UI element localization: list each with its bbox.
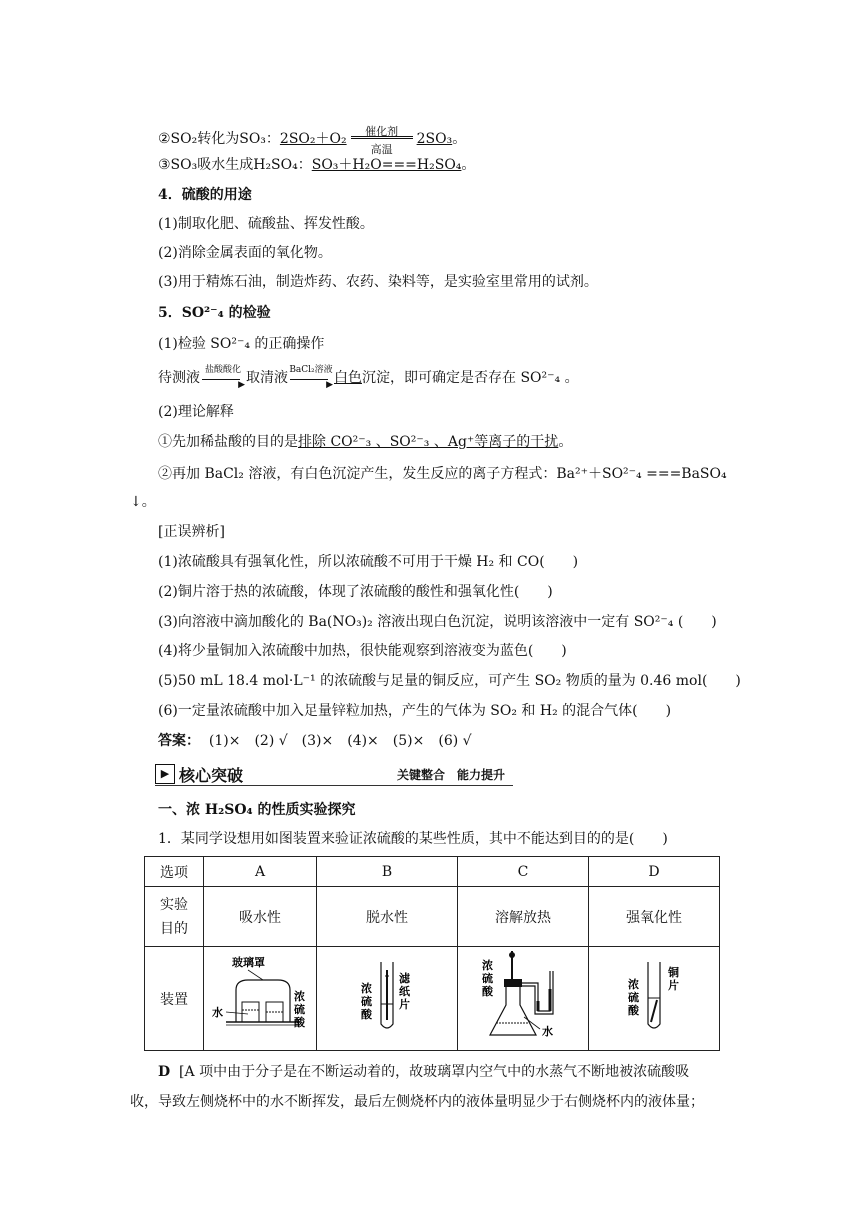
play-icon: ▶	[155, 764, 175, 784]
bacl2-arrow: BaCl₂溶液 ▶	[288, 368, 334, 388]
procedure-clear: 取清液	[246, 370, 288, 386]
answer-line	[158, 731, 472, 751]
section-heading-4: 4．硫酸的用途	[158, 187, 252, 203]
explanation-line-2: 收，导致左侧烧杯中的水不断挥发，最后左侧烧杯内的液体量明显少于右侧烧杯内的液体量；	[130, 1094, 704, 1110]
theory-line-1	[158, 432, 572, 452]
judge-item-5: (5)50 mL 18.4 mol·L⁻¹ 的浓硫酸与足量的铜反应，可产生 SO₂ 物质的量为 0.46 mol( )	[158, 673, 741, 689]
core-breakthrough-banner	[155, 763, 513, 786]
equation-so2-line	[158, 125, 467, 156]
table-cell: 吸水性	[204, 887, 317, 947]
apparatus-c	[458, 947, 589, 1051]
period: 。	[452, 131, 467, 147]
acidify-arrow: 盐酸酸化 ▶	[200, 368, 246, 388]
test-tube-copper-figure	[614, 952, 694, 1042]
figure-label: 水	[542, 1024, 553, 1038]
period: 。	[558, 434, 573, 450]
figure-label: 水	[212, 1005, 223, 1019]
table-header-cell: A	[204, 857, 317, 887]
figure-label: 玻璃罩	[232, 955, 265, 969]
experiment-table	[144, 856, 720, 1051]
judge-heading: [正误辨析]	[158, 524, 225, 540]
check-procedure-line	[158, 365, 579, 390]
theory-line-2-cont: ↓。	[130, 494, 156, 510]
explanation-line-1	[158, 1062, 689, 1082]
figure-label: 浓硫酸	[294, 989, 305, 1029]
procedure-sample: 待测液	[158, 370, 200, 386]
period: 。	[461, 157, 476, 173]
arrow-label: BaCl₂溶液	[289, 365, 333, 375]
answer-values: (1)× (2) √ (3)× (4)× (5)× (6) √	[208, 733, 472, 749]
explanation-answer: D	[158, 1064, 171, 1080]
theory-prefix: ①先加稀盐酸的目的是	[158, 434, 298, 450]
table-header-cell: D	[589, 857, 720, 887]
answer-label: 答案：	[158, 733, 200, 749]
table-row	[145, 887, 720, 947]
figure-label: 浓硫酸	[482, 958, 493, 998]
equation-prefix: ②SO₂转化为SO₃：	[158, 131, 280, 147]
arrow-condition-bottom: 高温	[370, 143, 393, 156]
use-item-2: (2)消除金属表面的氧化物。	[158, 245, 332, 261]
section-heading-5: 5．SO²⁻₄ 的检验	[158, 305, 271, 321]
judge-item-4: (4)将少量铜加入浓硫酸中加热，很快能观察到溶液变为蓝色( )	[158, 643, 567, 659]
use-item-1: (1)制取化肥、硫酸盐、挥发性酸。	[158, 216, 374, 232]
table-header-cell: B	[317, 857, 458, 887]
apparatus-b	[317, 947, 458, 1051]
test-tube-paper-figure	[347, 952, 427, 1042]
table-cell: 强氧化性	[589, 887, 720, 947]
equation-product: 2SO₃	[416, 131, 453, 147]
bell-jar-figure	[208, 952, 312, 1042]
procedure-rest: 沉淀，即可确定是否存在 SO²⁻₄ 。	[362, 370, 579, 386]
table-cell: 溶解放热	[458, 887, 589, 947]
table-header-cell: C	[458, 857, 589, 887]
figure-label: 铜片	[668, 965, 679, 992]
section-heading-1: 一、浓 H₂SO₄ 的性质实验探究	[158, 802, 356, 818]
explanation-text: [A 项中由于分子是在不断运动着的，故玻璃罩内空气中的水蒸气不断地被浓硫酸吸	[179, 1064, 690, 1080]
equation-body: SO₃＋H₂O===H₂SO₄	[311, 157, 462, 173]
figure-label: 浓硫酸	[628, 977, 639, 1017]
arrow-condition-top: 催化剂	[365, 125, 399, 138]
table-row-label: 装置	[145, 947, 204, 1051]
equation-so3-line	[158, 155, 475, 175]
theory-heading: (2)理论解释	[158, 404, 234, 420]
judge-item-1: (1)浓硫酸具有强氧化性，所以浓硫酸不可用于干燥 H₂ 和 CO( )	[158, 554, 579, 570]
table-row-label: 实验 目的	[145, 887, 204, 947]
procedure-white: 白色	[334, 370, 362, 386]
banner-subtitle: 关键整合 能力提升	[396, 768, 505, 782]
table-header-row	[145, 857, 720, 887]
table-header-cell: 选项	[145, 857, 204, 887]
table-cell: 脱水性	[317, 887, 458, 947]
judge-item-3: (3)向溶液中滴加酸化的 Ba(NO₃)₂ 溶液出现白色沉淀，说明该溶液中一定有 SO²⁻₄ ( )	[158, 614, 717, 630]
apparatus-a	[204, 947, 317, 1051]
figure-label: 滤纸片	[399, 971, 410, 1011]
use-item-3: (3)用于精炼石油，制造炸药、农药、染料等，是实验室里常用的试剂。	[158, 274, 598, 290]
check-step-1: (1)检验 SO²⁻₄ 的正确操作	[158, 336, 325, 352]
flask-u-tube-figure	[468, 949, 578, 1045]
question-1: 1．某同学设想用如图装置来验证浓硫酸的某些性质，其中不能达到目的的是( )	[158, 831, 668, 847]
equation-prefix: ③SO₃吸水生成H₂SO₄：	[158, 157, 312, 173]
banner-title: 核心突破	[179, 766, 244, 785]
theory-line-2: ②再加 BaCl₂ 溶液，有白色沉淀产生，发生反应的离子方程式：Ba²⁺＋SO²⁻₄ ===BaSO₄	[158, 466, 727, 482]
judge-item-2: (2)铜片溶于热的浓硫酸，体现了浓硫酸的酸性和强氧化性( )	[158, 584, 553, 600]
table-row	[145, 947, 720, 1051]
equation-reactant: 2SO₂＋O₂	[279, 131, 347, 147]
figure-label: 浓硫酸	[361, 981, 372, 1021]
apparatus-d	[589, 947, 720, 1051]
arrow-label: 盐酸酸化	[204, 365, 241, 375]
judge-item-6: (6)一定量浓硫酸中加入足量锌粒加热，产生的气体为 SO₂ 和 H₂ 的混合气体( )	[158, 703, 672, 719]
reversible-arrow	[347, 125, 417, 156]
theory-answer: 排除 CO²⁻₃ 、SO²⁻₃ 、Ag⁺等离子的干扰	[298, 434, 559, 450]
